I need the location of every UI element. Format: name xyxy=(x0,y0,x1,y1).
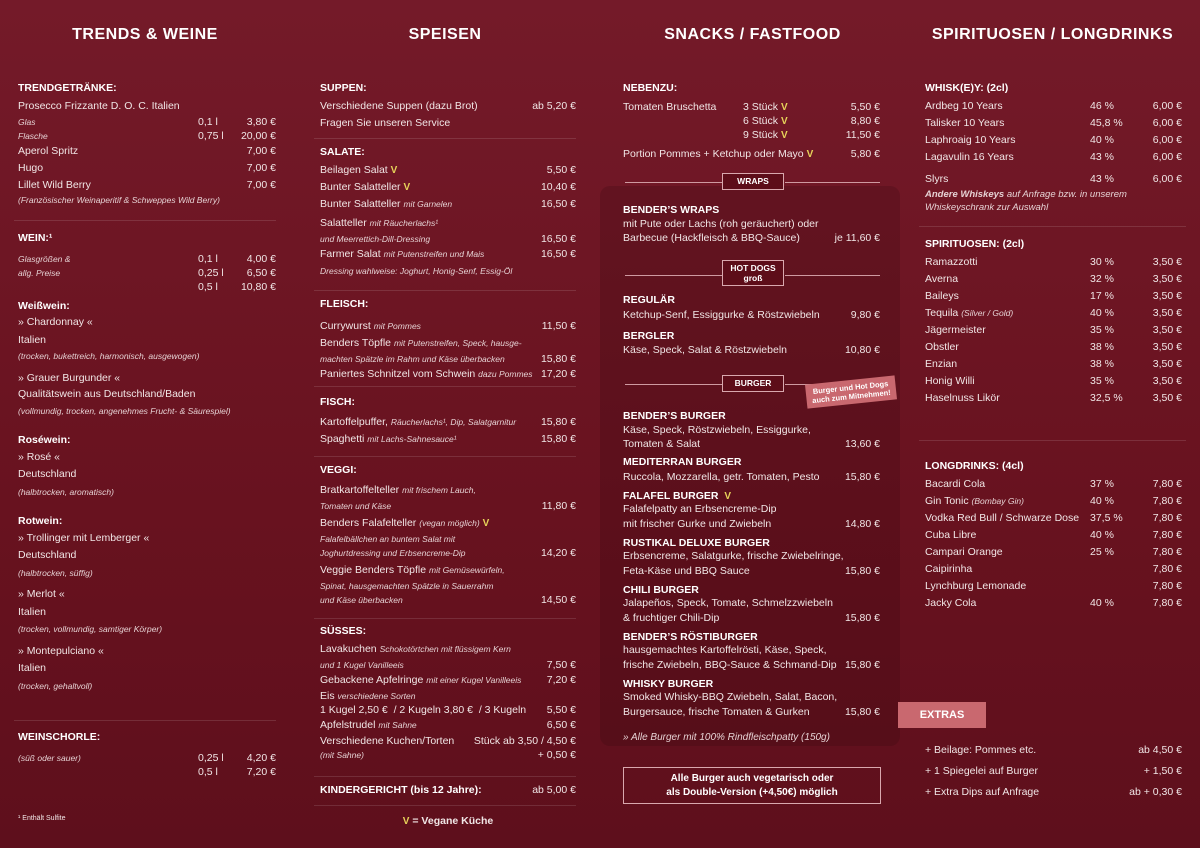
drink-price: 6,00 € xyxy=(1152,99,1182,112)
drink-row xyxy=(925,561,1182,578)
prosecco-flasche-row: Flasche 0,75 l 20,00 € xyxy=(18,129,276,142)
nebenzu-section: NEBENZU: Tomaten Bruschetta 3 Stück V 5,50 € 6 Stück V 8,80 € 9 Stück V 11,50 € Portion Pommes + Ketchup oder Mayo V 5,80 € xyxy=(623,82,880,160)
drink-abv: 38 % xyxy=(1090,357,1114,370)
vegan-icon: V xyxy=(780,115,788,127)
longdrinks-section: LONGDRINKS: (4cl) Bacardi Cola 37 % 7,80 € Gin Tonic (Bombay Gin) 40 % 7,80 € Vodka Red Bull / Schwarze Dose 37,5 % 7,80 € Cuba Libre 40 % 7,80 € Campari Orange 25 % 7,80 € Caipirinha 7,80 € Lynchburg Lemonade 7,80 € Jacky Cola 40 % 7,80 € xyxy=(925,460,1182,612)
divider xyxy=(314,776,576,777)
footnote: ¹ Enthält Sulfite xyxy=(18,815,66,822)
drink-abv: 38 % xyxy=(1090,340,1114,353)
longdrinks-list xyxy=(925,476,1182,612)
drink-abv: 17 % xyxy=(1090,289,1114,302)
drink-price: 6,00 € xyxy=(1152,172,1182,185)
drink-row xyxy=(925,98,1182,115)
drink-name: Jacky Cola xyxy=(925,596,977,609)
drink-abv: 40 % xyxy=(1090,133,1114,146)
aperol-row: Aperol Spritz 7,00 € xyxy=(18,144,276,157)
drink-name: Averna xyxy=(925,272,959,285)
column-trends-weine xyxy=(0,0,290,848)
drink-price: 3,50 € xyxy=(1152,340,1182,353)
hugo-row: Hugo 7,00 € xyxy=(18,161,276,174)
drink-price: 3,50 € xyxy=(1152,255,1182,268)
drink-name: Caipirinha xyxy=(925,562,973,575)
burger-section: BENDER’S BURGER Käse, Speck, Röstzwiebeln, Essiggurke, Tomaten & Salat 13,60 € MEDITERRAN BURGER Ruccola, Mozzarella, getr. Tomaten, Pesto 15,80 € FALAFEL BURGER V Falafelpatty an Erbsencreme-Dip mit frischer Gurke und Zwiebeln 14,80 € RUSTIKAL DELUXE BURGER Erbsencreme, Salatgurke, frische Zwiebelringe, Feta-Käse und BBQ Sauce 15,80 € CHILI BURGER Jalapeños, Speck, Tomate, Schmelzzwiebeln & fruchtiger Chili-Dip 15,80 € BENDER’S RÖSTIBURGER hausgemachtes Kartoffelrösti, Käse, Speck, frische Zwiebeln, BBQ-Sauce & Schmand-Dip 15,80 € WHISKY BURGER Smoked Whisky-BBQ Zwiebeln, Salat, Bacon, Burgersauce, frische Tomaten & Gurken 15,80 € » Alle Burger mit 100% Rindfleischpatty (150g) xyxy=(623,410,880,743)
drink-abv: 45,8 % xyxy=(1090,116,1123,129)
kindergericht-section: KINDERGERICHT (bis 12 Jahre): ab 5,00 € xyxy=(320,784,576,796)
drink-info: (Bombay Gin) xyxy=(971,495,1024,506)
drink-abv: 43 % xyxy=(1090,172,1114,185)
drink-name: Ardbeg 10 Years xyxy=(925,99,1003,112)
drink-price: 7,80 € xyxy=(1152,528,1182,541)
wein-section: WEIN:¹ Glasgrößen & 0,1 l 4,00 € allg. Preise 0,25 l 6,50 € 0,5 l 10,80 € Weißwein: » Chardonnay « Italien (trocken, bukettreich, harmonisch, ausgewogen) » Grauer Burgunder « Qualitätswein aus Deutschland/Baden (vollmundig, trocken, angenehmes Frucht- & Säurespiel) Roséwein: » Rosé « Deutschland (halbtrocken, aromatisch) Rotwein: » Trollinger mit Lemberger « Deutschland (halbtrocken, süffig) » Merlot « Italien (trocken, vollmundig, samtiger Körper) » Montepulciano « Italien (trocken, gehaltvoll) xyxy=(18,232,276,691)
drink-price: 3,50 € xyxy=(1152,323,1182,336)
vegan-icon: V xyxy=(780,129,788,141)
drink-price: 3,50 € xyxy=(1152,272,1182,285)
drink-price: 7,80 € xyxy=(1152,511,1182,524)
vegan-icon: V xyxy=(402,816,410,827)
wraps-tag: WRAPS xyxy=(722,173,784,190)
drink-price: 6,00 € xyxy=(1152,133,1182,146)
drink-row xyxy=(925,171,1182,188)
drink-price: 7,80 € xyxy=(1152,545,1182,558)
drink-row xyxy=(925,115,1182,132)
whisky-list xyxy=(925,98,1182,188)
divider xyxy=(14,720,276,721)
vegan-icon: V xyxy=(482,517,490,529)
drink-abv: 40 % xyxy=(1090,528,1114,541)
drink-abv: 37 % xyxy=(1090,477,1114,490)
drink-row xyxy=(925,305,1182,322)
drink-price: 7,80 € xyxy=(1152,494,1182,507)
divider xyxy=(785,275,880,276)
divider xyxy=(625,384,722,385)
drink-row xyxy=(925,510,1182,527)
divider xyxy=(14,220,276,221)
prosecco-row: Prosecco Frizzante D. O. C. Italien xyxy=(18,99,180,112)
drink-price: 6,00 € xyxy=(1152,116,1182,129)
header-snacks: SNACKS / FASTFOOD xyxy=(664,26,841,43)
drink-abv: 40 % xyxy=(1090,494,1114,507)
prosecco-glas-row: Glas 0,1 l 3,80 € xyxy=(18,115,276,128)
rotwein-title: Rotwein: xyxy=(18,515,63,527)
drink-name: Slyrs xyxy=(925,172,949,185)
suesses-section: SÜSSES: Lavakuchen Schokotörtchen mit flüssigem Kern und 1 Kugel Vanilleeis 7,50 € Gebackene Apfelringe mit einer Kugel Vanilleeis 7,20 € Eis verschiedene Sorten 1 Kugel 2,50 € / 2 Kugeln 3,80 € / 3 Kugeln 5,50 € Apfelstrudel mit Sahne 6,50 € Verschiedene Kuchen/Torten Stück ab 3,50 / 4,50 € (mit Sahne) + 0,50 € xyxy=(320,625,576,761)
drink-name: Vodka Red Bull / Schwarze Dose xyxy=(925,511,1080,524)
vegetarian-double-box: Alle Burger auch vegetarisch oder als Double-Version (+4,50€) möglich xyxy=(623,767,881,804)
divider xyxy=(314,805,576,806)
fleisch-section: FLEISCH: Currywurst mit Pommes 11,50 € Benders Töpfle mit Putenstreifen, Speck, hausge- machten Spätzle im Rahm und Käse überbacken 15,80 € Paniertes Schnitzel vom Schwein dazu Pommes 17,20 € xyxy=(320,298,576,380)
burger-tag: BURGER xyxy=(722,375,784,392)
trend-title: TRENDGETRÄNKE: xyxy=(18,82,117,94)
drink-name: Haselnuss Likör xyxy=(925,391,1000,404)
vegan-legend: V = Vegane Küche xyxy=(402,815,494,827)
drink-row xyxy=(925,373,1182,390)
drink-name: Campari Orange xyxy=(925,545,1003,558)
drink-name: Honig Willi xyxy=(925,374,975,387)
divider xyxy=(314,618,576,619)
vegan-icon: V xyxy=(780,101,788,113)
drink-name: Talisker 10 Years xyxy=(925,116,1005,129)
drink-price: 3,50 € xyxy=(1152,357,1182,370)
drink-name: Cuba Libre xyxy=(925,528,977,541)
drink-row xyxy=(925,271,1182,288)
drink-row xyxy=(925,339,1182,356)
vegan-icon: V xyxy=(724,490,731,502)
drink-name: Baileys xyxy=(925,289,959,302)
drink-abv: 32,5 % xyxy=(1090,391,1123,404)
divider xyxy=(314,138,576,139)
lillet-note: (Französischer Weinaperitif & Schweppes Wild Berry) xyxy=(18,194,220,205)
drink-abv: 32 % xyxy=(1090,272,1114,285)
spirituosen-section: SPIRITUOSEN: (2cl) Ramazzotti 30 % 3,50 € Averna 32 % 3,50 € Baileys 17 % 3,50 € Tequila (Silver / Gold) 40 % 3,50 € Jägermeister 35 % 3,50 € Obstler 38 % 3,50 € Enzian 38 % 3,50 € Honig Willi 35 % 3,50 € Haselnuss Likör 32,5 % 3,50 € xyxy=(925,238,1182,407)
hotdogs-section: REGULÄR Ketchup-Senf, Essiggurke & Röstzwiebeln 9,80 € BERGLER Käse, Speck, Salat & Röstzwiebeln 10,80 € xyxy=(623,294,880,356)
lillet-row: Lillet Wild Berry 7,00 € xyxy=(18,178,276,191)
drink-price: 7,80 € xyxy=(1152,477,1182,490)
wein-title: WEIN:¹ xyxy=(18,232,53,244)
drink-row xyxy=(925,288,1182,305)
drink-info: (Silver / Gold) xyxy=(961,307,1014,318)
takeaway-stamp: Burger und Hot Dogs auch zum Mitnehmen! xyxy=(805,375,897,408)
drink-name: Lynchburg Lemonade xyxy=(925,579,1027,592)
drink-row xyxy=(925,132,1182,149)
drink-abv: 43 % xyxy=(1090,150,1114,163)
extras-tag: EXTRAS xyxy=(898,702,986,728)
drink-abv: 35 % xyxy=(1090,323,1114,336)
spirituosen-list xyxy=(925,254,1182,407)
drink-abv: 30 % xyxy=(1090,255,1114,268)
drink-price: 6,00 € xyxy=(1152,150,1182,163)
header-spirituosen: SPIRITUOSEN / LONGDRINKS xyxy=(931,26,1174,43)
extras-section: + Beilage: Pommes etc. ab 4,50 € + 1 Spiegelei auf Burger + 1,50 € + Extra Dips auf Anfrage ab + 0,30 € xyxy=(925,744,1182,798)
drink-price: 7,80 € xyxy=(1152,596,1182,609)
drink-price: 3,50 € xyxy=(1152,306,1182,319)
drink-abv: 46 % xyxy=(1090,99,1114,112)
suppen-section: SUPPEN: Verschiedene Suppen (dazu Brot) ab 5,20 € Fragen Sie unseren Service xyxy=(320,82,576,129)
divider xyxy=(314,290,576,291)
divider xyxy=(314,456,576,457)
drink-name: Gin Tonic xyxy=(925,494,969,507)
trend-section xyxy=(18,82,276,207)
weinschorle-section: WEINSCHORLE: (süß oder sauer) 0,25 l 4,20 € 0,5 l 7,20 € xyxy=(18,731,276,778)
drink-row xyxy=(925,544,1182,561)
wraps-section: BENDER’S WRAPS mit Pute oder Lachs (roh geräuchert) oder Barbecue (Hackfleisch & BBQ-Sauce) je 11,60 € xyxy=(623,204,880,244)
drink-name: Enzian xyxy=(925,357,958,370)
drink-row xyxy=(925,356,1182,373)
drink-name: Jägermeister xyxy=(925,323,986,336)
drink-row xyxy=(925,476,1182,493)
drink-row xyxy=(925,322,1182,339)
drink-abv: 40 % xyxy=(1090,596,1114,609)
column-snacks-wraps xyxy=(605,0,900,848)
divider xyxy=(919,226,1186,227)
drink-row xyxy=(925,527,1182,544)
drink-name: Lagavulin 16 Years xyxy=(925,150,1014,163)
fisch-section: FISCH: Kartoffelpuffer, Räucherlachs¹, Dip, Salatgarnitur 15,80 € Spaghetti mit Lachs-Sahnesauce¹ 15,80 € xyxy=(320,396,576,445)
divider xyxy=(625,275,722,276)
drink-price: 3,50 € xyxy=(1152,289,1182,302)
vegan-icon: V xyxy=(403,181,411,193)
drink-abv: 37,5 % xyxy=(1090,511,1123,524)
drink-row xyxy=(925,578,1182,595)
hotdogs-tag: HOT DOGS groß xyxy=(722,260,784,286)
drink-name: Bacardi Cola xyxy=(925,477,986,490)
drink-price: 3,50 € xyxy=(1152,374,1182,387)
vegan-icon: V xyxy=(806,148,814,160)
header-trends-weine: TRENDS & WEINE xyxy=(72,26,218,43)
header-speisen: SPEISEN xyxy=(408,26,482,43)
column-speisen xyxy=(300,0,590,848)
weisswein-title: Weißwein: xyxy=(18,299,70,312)
whisky-section: WHISK(E)Y: (2cl) Ardbeg 10 Years 46 % 6,00 € Talisker 10 Years 45,8 % 6,00 € Laphroaig 10 Years 40 % 6,00 € Lagavulin 16 Years 43 % 6,00 € Slyrs 43 % 6,00 € Andere Whiskeys auf Anfrage bzw. in unserem Whiskeyschrank zur Auswahl xyxy=(925,82,1182,213)
drink-abv: 40 % xyxy=(1090,306,1114,319)
drink-name: Laphroaig 10 Years xyxy=(925,133,1016,146)
drink-price: 7,80 € xyxy=(1152,579,1182,592)
drink-name: Ramazzotti xyxy=(925,255,978,268)
divider xyxy=(919,440,1186,441)
drink-price: 7,80 € xyxy=(1152,562,1182,575)
drink-name: Tequila xyxy=(925,306,959,319)
drink-row xyxy=(925,254,1182,271)
drink-row xyxy=(925,390,1182,407)
drink-row xyxy=(925,149,1182,166)
divider xyxy=(314,386,576,387)
drink-price: 3,50 € xyxy=(1152,391,1182,404)
drink-abv: 35 % xyxy=(1090,374,1114,387)
drink-row xyxy=(925,595,1182,612)
drink-abv: 25 % xyxy=(1090,545,1114,558)
salate-section: SALATE: Beilagen Salat V 5,50 € Bunter Salatteller V 10,40 € Bunter Salatteller mit Garnelen 16,50 € Salatteller mit Räucherlachs¹ und Meerrettich-Dill-Dressing 16,50 € Farmer Salat mit Putenstreifen und Mais 16,50 € Dressing wahlweise: Joghurt, Honig-Senf, Essig-Öl xyxy=(320,146,576,276)
rosewein-title: Roséwein: xyxy=(18,434,71,446)
drink-row xyxy=(925,493,1182,510)
veggi-section: VEGGI: Bratkartoffelteller mit frischem Lauch, Tomaten und Käse 11,80 € Benders Falafelteller (vegan möglich) V Falafelbällchen an buntem Salat mit Joghurtdressing und Erbsencreme-Dip 14,20 € Veggie Benders Töpfle mit Gemüsewürfeln, Spinat, hausgemachten Spätzle in Sauerrahm und Käse überbacken 14,50 € xyxy=(320,464,576,606)
drink-name: Obstler xyxy=(925,340,959,353)
vegan-icon: V xyxy=(390,164,398,176)
